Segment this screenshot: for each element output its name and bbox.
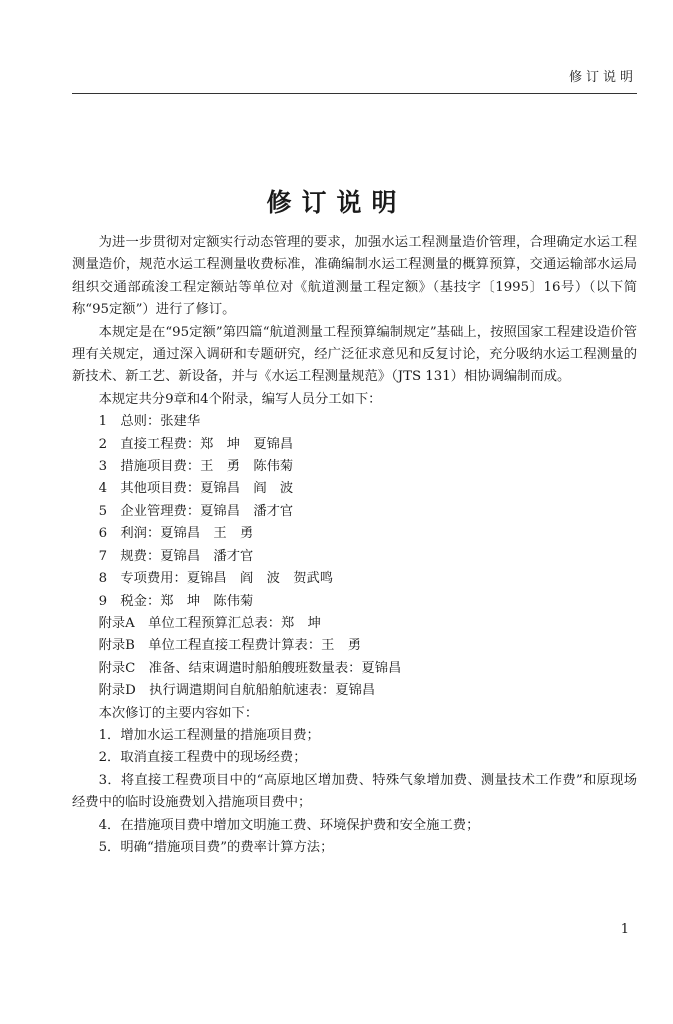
chapter-item: 7 规费：夏锦昌 潘才官	[98, 548, 254, 564]
revision-intro: 本次修订的主要内容如下：	[98, 705, 259, 721]
intro-paragraph: 为进一步贯彻对定额实行动态管理的要求，加强水运工程测量造价管理，合理确定水运工程测量造价，规范水运工程测量收费标准，准确编制水运工程测量的概算预算，交通运输部水运局组织交通部疏浚工程定额站等单位对《航道测量工程定额》（基技字〔1995〕16号）（以下简称“95定额”）进行了修订。	[72, 235, 637, 318]
document-body	[72, 232, 637, 859]
chapter-item: 2 直接工程费：郑 坤 夏锦昌	[98, 436, 294, 452]
revision-item: 2．取消直接工程费中的现场经费；	[98, 750, 307, 766]
running-header: 修订说明	[72, 66, 637, 94]
structure-paragraph: 本规定共分9章和4个附录，编写人员分工如下：	[98, 391, 382, 407]
appendix-item: 附录C 准备、结束调遣时船舶艘班数量表：夏锦昌	[98, 660, 402, 676]
chapter-item: 4 其他项目费：夏锦昌 阎 波	[98, 481, 294, 497]
page-title: 修订说明	[266, 188, 407, 217]
page-number: 1	[620, 922, 629, 937]
chapter-item: 5 企业管理费：夏锦昌 潘才官	[98, 503, 294, 519]
chapter-item: 9 税金：郑 坤 陈伟菊	[98, 593, 254, 609]
chapter-item: 3 措施项目费：王 勇 陈伟菊	[98, 459, 294, 475]
revision-item: 1．增加水运工程测量的措施项目费；	[98, 727, 320, 743]
appendix-item: 附录D 执行调遣期间自航船舶航速表：夏锦昌	[98, 683, 376, 699]
basis-paragraph: 本规定是在“95定额”第四篇“航道测量工程预算编制规定”基础上，按照国家工程建设造价管理有关规定，通过深入调研和专题研究，经广泛征求意见和反复讨论，充分吸纳水运工程测量的新技术、新工艺、新设备，并与《水运工程测量规范》（JTS 131）相协调编制而成。	[72, 324, 637, 385]
revision-item: 3．将直接工程费项目中的“高原地区增加费、特殊气象增加费、测量技术工作费”和原现场经费中的临时设施费划入措施项目费中；	[72, 772, 637, 811]
appendix-item: 附录A 单位工程预算汇总表：郑 坤	[98, 615, 321, 631]
revision-item: 4．在措施项目费中增加文明施工费、环境保护费和安全施工费；	[98, 817, 480, 833]
appendix-item: 附录B 单位工程直接工程费计算表：王 勇	[98, 638, 362, 654]
revision-item: 5．明确“措施项目费”的费率计算方法；	[98, 839, 334, 855]
chapter-item: 8 专项费用：夏锦昌 阎 波 贺武鸣	[98, 571, 334, 587]
chapter-item: 1 总则：张建华	[98, 414, 201, 430]
chapter-item: 6 利润：夏锦昌 王 勇	[98, 526, 254, 542]
